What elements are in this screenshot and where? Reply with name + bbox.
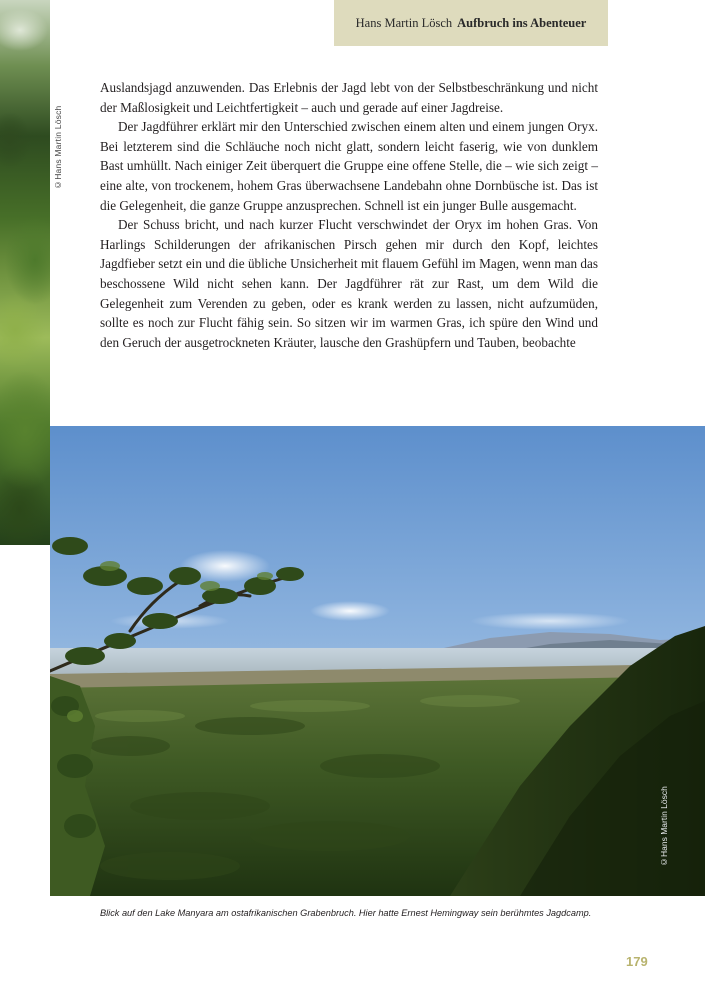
photo-caption: Blick auf den Lake Manyara am ostafrikanischen Grabenbruch. Hier hatte Ernest Hemingway sein berühmtes Jagdcamp. xyxy=(100,908,592,918)
landscape-photo xyxy=(50,426,705,896)
running-header xyxy=(334,0,608,46)
body-text xyxy=(100,78,598,352)
paragraph: Der Jagdführer erklärt mir den Unterschied zwischen einem alten und einem jungen Oryx. Bei letzterem sind die Schläuche noch nicht glatt, sondern leicht faserig, wie von dunklem Bast umhüllt. Nach einiger Zeit überquert die Gruppe eine offene Stelle, die – wie sich zeigt – eine alte, von trockenem, hohem Gras überwachsene Landebahn ohne Dornbüsche ist. Das ist die Gelegenheit, die ganze Gruppe anzusprechen. Schnell ist ein junger Bulle ausgemacht. xyxy=(100,119,598,213)
side-photo-foliage xyxy=(0,0,50,545)
page-number: 179 xyxy=(626,954,648,969)
paragraph: Der Schuss bricht, und nach kurzer Flucht verschwindet der Oryx im hohen Gras. Von Harlings Schilderungen der afrikanischen Pirsch gehen mir durch den Kopf, leichtes Jagdfieber setzt ein und die übliche Unsicherheit mit flauem Gefühl im Magen, wenn man das beschossene Wild nicht sehen kann. Der Jagdführer rät zur Rast, um dem Wild die Gelegenheit zum Verenden zu geben, oder es krank werden zu lassen, nicht aufzumüden, sollte es noch zur Flucht fähig sein. So sitzen wir im warmen Gras, ich spüre den Wind und den Geruch der ausgetrockneten Kräuter, lausche den Grashüpfern und Tauben, beobachte xyxy=(100,217,598,350)
paragraph: Auslandsjagd anzuwenden. Das Erlebnis der Jagd lebt von der Selbstbeschränkung und nicht der Maßlosigkeit und Leichtfertigkeit – auch und gerade auf einer Jagdreise. xyxy=(100,80,598,115)
header-author: Hans Martin Lösch xyxy=(355,15,453,30)
header-book-title: Aufbruch ins Abenteuer xyxy=(457,15,587,30)
landscape-photo-credit: ©Hans Martin Lösch xyxy=(659,786,669,867)
side-photo-credit: ©Hans Martin Lösch xyxy=(53,105,63,190)
